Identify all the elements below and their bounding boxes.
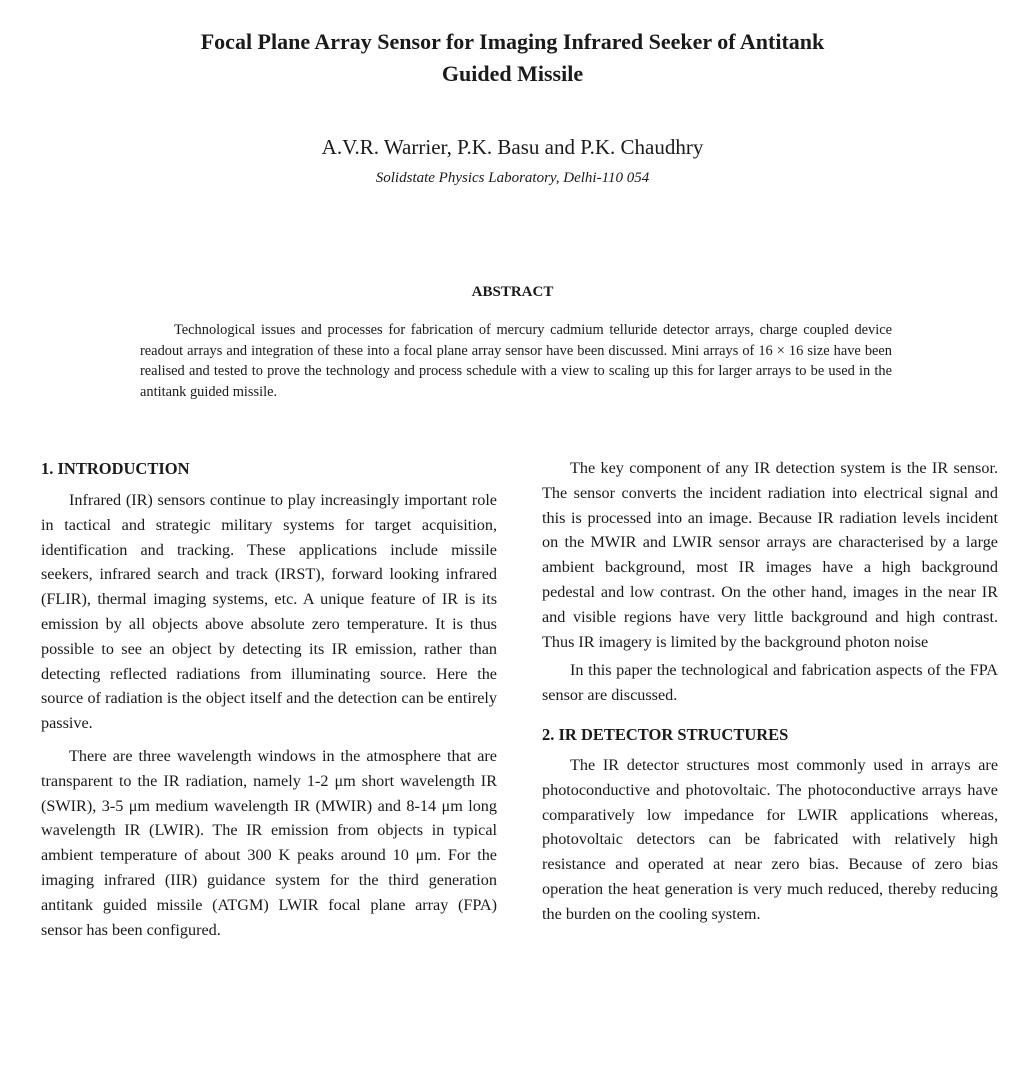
detector-paragraph-1: The IR detector structures most commonly used in arrays are photoconductive and photovoltaic. The photoconductive arrays have comparatively low impedance for LWIR applications whereas, photovoltaic detectors can be fabricated with relatively high resistance and operated at near zero bias. Because of zero bias operation the heat generation is very much reduced, thereby reducing the burden on the cooling system. [542, 755, 998, 923]
paper-title-line-2: Guided Missile [441, 61, 584, 86]
right-column [542, 456, 998, 927]
section-heading-detector-structures: 2. IR DETECTOR STRUCTURES [542, 724, 789, 744]
abstract-text: Technological issues and processes for fabrication of mercury cadmium telluride detector arrays, charge coupled device readout arrays and integration of these into a focal plane array sensor have been discussed. Mini arrays of 16 × 16 size have been realised and tested to prove the technology and process schedule with a view to scaling up this for larger arrays to be used in the antitank guided missile. [140, 322, 892, 400]
section-heading-introduction: 1. INTRODUCTION [41, 459, 190, 478]
left-column [41, 456, 497, 942]
paper-title [100, 26, 925, 90]
paper-title-line-1: Focal Plane Array Sensor for Imaging Infrared Seeker of Antitank [200, 29, 825, 54]
authors: A.V.R. Warrier, P.K. Basu and P.K. Chaudhry [321, 135, 704, 159]
intro-paragraph-4: In this paper the technological and fabrication aspects of the FPA sensor are discussed. [542, 661, 998, 705]
intro-paragraph-1: Infrared (IR) sensors continue to play increasingly important role in tactical and strategic military systems for target acquisition, identification and tracking. These applications include missile seekers, infrared search and track (IRST), forward looking infrared (FLIR), thermal imaging systems, etc. A unique feature of IR is its emission by all objects above absolute zero temperature. It is thus possible to see an object by detecting its IR emission, rather than detecting reflected radiations from illuminating source. Here the source of radiation is the object itself and the detection can be entirely passive. [41, 491, 497, 733]
intro-paragraph-2: There are three wavelength windows in the atmosphere that are transparent to the IR radiation, namely 1-2 μm short wavelength IR (SWIR), 3-5 μm medium wavelength IR (MWIR) and 8-14 μm long wavelength IR (LWIR). The IR emission from objects in typical ambient temperature of about 300 K peaks around 10 μm. For the imaging infrared (IIR) guidance system for the third generation antitank guided missile (ATGM) LWIR focal plane array (FPA) sensor has been configured. [41, 746, 497, 939]
intro-paragraph-3: The key component of any IR detection system is the IR sensor. The sensor converts the incident radiation into electrical signal and this is processed into an image. Because IR radiation levels incident on the MWIR and LWIR sensor arrays are characterised by a large ambient background, most IR images have a high background pedestal and low contrast. On the other hand, images in the near IR and visible regions have very little background and high contrast. Thus IR imagery is limited by the background photon noise [542, 459, 998, 651]
abstract-heading: ABSTRACT [471, 284, 554, 300]
affiliation: Solidstate Physics Laboratory, Delhi-110 054 [375, 170, 650, 186]
